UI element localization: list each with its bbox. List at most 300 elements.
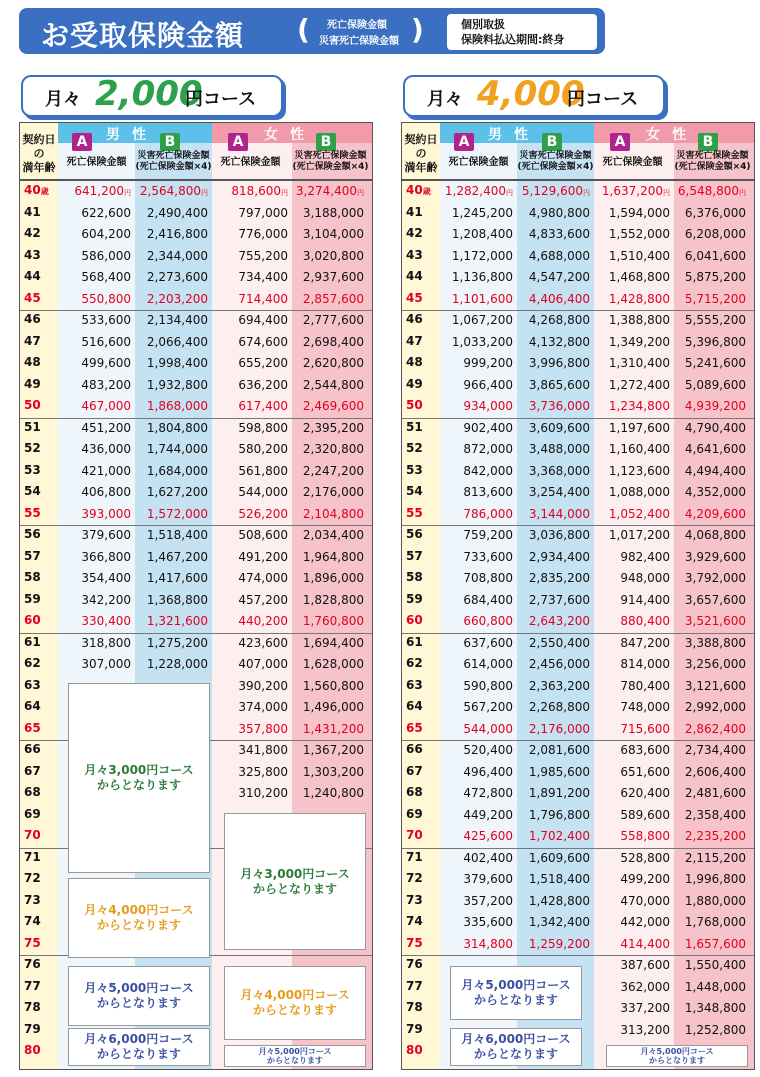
amount-cell: 436,000 — [81, 442, 131, 456]
amount-cell: 325,800 — [238, 764, 288, 779]
amount-cell: 1,259,200 — [528, 936, 590, 951]
amount-cell: 2,544,800 — [302, 377, 364, 392]
amount-cell: 496,400 — [463, 764, 513, 779]
table-row — [20, 547, 372, 569]
age-cell: 40歳 — [406, 183, 431, 197]
amount-cell: 313,200 — [620, 1022, 670, 1037]
amount-cell: 2,835,200 — [528, 571, 590, 585]
amount-cell: 776,000 — [238, 227, 288, 241]
age-cell: 60 — [406, 613, 423, 627]
age-cell: 72 — [24, 871, 41, 885]
age-cell: 51 — [24, 419, 41, 434]
course-pre: 月々 — [427, 89, 463, 110]
payment-note — [447, 14, 597, 50]
age-cell: 58 — [406, 570, 423, 584]
amount-cell: 3,736,000 — [528, 399, 590, 413]
table-row — [20, 504, 372, 526]
amount-cell: 1,518,400 — [146, 528, 208, 542]
amount-cell: 2,235,200 — [684, 829, 746, 843]
amount-cell: 614,000 — [463, 657, 513, 671]
benefit-table-4000 — [401, 122, 755, 1070]
age-header: 契約日 の 満年齢 — [22, 133, 56, 174]
amount-cell: 1,197,600 — [608, 420, 670, 435]
age-cell: 47 — [24, 333, 41, 348]
table-row — [402, 353, 754, 375]
amount-cell: 379,600 — [81, 528, 131, 542]
amount-cell: 2,469,600 — [302, 399, 364, 413]
age-cell: 49 — [24, 376, 41, 391]
amount-cell: 414,400 — [620, 936, 670, 951]
table-row — [20, 181, 372, 203]
amount-cell: 1,768,000 — [684, 915, 746, 929]
amount-cell: 1,245,200 — [451, 205, 513, 220]
amount-cell: 2,066,400 — [146, 334, 208, 349]
age-cell: 79 — [24, 1021, 41, 1036]
amount-cell: 1,880,000 — [684, 893, 746, 908]
age-cell: 48 — [24, 355, 41, 369]
age-cell: 61 — [406, 634, 423, 649]
age-cell: 54 — [406, 484, 423, 498]
amount-cell: 470,000 — [620, 893, 670, 908]
amount-cell: 813,600 — [463, 485, 513, 499]
amount-cell: 2,620,800 — [302, 356, 364, 370]
age-cell: 51 — [406, 419, 423, 434]
amount-cell: 1,796,800 — [528, 807, 590, 822]
table-row — [402, 504, 754, 526]
age-cell: 44 — [24, 269, 41, 283]
amount-cell: 357,800 — [238, 721, 288, 736]
age-cell: 64 — [406, 699, 423, 713]
amount-cell: 4,494,400 — [684, 463, 746, 478]
amount-cell: 3,521,600 — [684, 614, 746, 628]
amount-cell: 2,698,400 — [302, 334, 364, 349]
amount-cell: 1,160,400 — [608, 442, 670, 456]
badge-a: A — [72, 133, 92, 151]
course-notice: 月々3,000円コース からとなります — [68, 683, 210, 873]
course-label-4000 — [403, 75, 665, 117]
amount-cell: 598,800 — [238, 420, 288, 435]
amount-cell: 3,274,400円 — [295, 184, 364, 198]
amount-cell: 2,268,800 — [528, 700, 590, 714]
amount-cell: 641,200円 — [74, 184, 131, 198]
column-header: 死亡保険金額 — [66, 157, 127, 168]
amount-cell: 449,200 — [463, 807, 513, 822]
amount-cell: 1,998,400 — [146, 356, 208, 370]
amount-cell: 1,033,200 — [451, 334, 513, 349]
column-header: 災害死亡保険金額 (死亡保険金額×4) — [517, 151, 594, 172]
table-row — [402, 740, 754, 762]
amount-cell: 1,572,000 — [146, 506, 208, 521]
amount-cell: 4,790,400 — [684, 420, 746, 435]
table-row — [402, 891, 754, 913]
amount-cell: 342,200 — [81, 592, 131, 607]
amount-cell: 1,896,000 — [302, 571, 364, 585]
amount-cell: 1,694,400 — [302, 635, 364, 650]
amount-cell: 589,600 — [620, 807, 670, 822]
amount-cell: 748,000 — [620, 700, 670, 714]
amount-cell: 314,800 — [463, 936, 513, 951]
amount-cell: 1,518,400 — [528, 872, 590, 886]
amount-cell: 1,123,600 — [608, 463, 670, 478]
amount-cell: 620,400 — [620, 786, 670, 800]
table-row — [20, 396, 372, 418]
course-notice: 月々5,000円コース からとなります — [224, 1045, 366, 1067]
amount-cell: 4,641,600 — [684, 442, 746, 456]
amount-cell: 330,400 — [81, 614, 131, 628]
age-cell: 65 — [24, 720, 41, 735]
amount-cell: 2,456,000 — [528, 657, 590, 671]
amount-cell: 6,376,000 — [684, 205, 746, 220]
paren-open: ( — [297, 13, 310, 46]
course-notice: 月々6,000円コース からとなります — [450, 1028, 582, 1066]
table-row — [402, 676, 754, 698]
amount-cell: 1,964,800 — [302, 549, 364, 564]
amount-cell: 1,468,800 — [608, 270, 670, 284]
amount-cell: 2,034,400 — [302, 528, 364, 542]
amount-cell: 1,996,800 — [684, 872, 746, 886]
amount-cell: 1,609,600 — [528, 850, 590, 865]
age-cell: 70 — [406, 828, 423, 842]
age-cell: 56 — [24, 527, 41, 541]
amount-cell: 6,041,600 — [684, 248, 746, 263]
amount-cell: 1,282,400円 — [444, 184, 513, 198]
table-row — [402, 267, 754, 289]
table-row — [402, 289, 754, 311]
age-cell: 50 — [24, 398, 41, 412]
note-line-2: 保険料払込期間:終身 — [461, 33, 565, 46]
table-row — [402, 633, 754, 655]
amount-cell: 4,352,000 — [684, 485, 746, 499]
course-notice: 月々6,000円コース からとなります — [68, 1028, 210, 1066]
table-row — [20, 203, 372, 225]
amount-cell: 3,488,000 — [528, 442, 590, 456]
amount-cell: 526,200 — [238, 506, 288, 521]
amount-cell: 421,000 — [81, 463, 131, 478]
amount-cell: 467,000 — [81, 399, 131, 413]
age-cell: 44 — [406, 269, 423, 283]
amount-cell: 604,200 — [81, 227, 131, 241]
amount-cell: 683,600 — [620, 743, 670, 757]
table-row — [402, 547, 754, 569]
amount-cell: 842,000 — [463, 463, 513, 478]
amount-cell: 622,600 — [81, 205, 131, 220]
amount-cell: 2,937,600 — [302, 270, 364, 284]
amount-cell: 966,400 — [463, 377, 513, 392]
amount-cell: 1,088,000 — [608, 485, 670, 499]
table-row — [20, 224, 372, 246]
column-header: 死亡保険金額 — [602, 157, 663, 168]
amount-cell: 310,200 — [238, 786, 288, 800]
table-row — [20, 439, 372, 461]
amount-cell: 5,396,800 — [684, 334, 746, 349]
age-cell: 53 — [24, 462, 41, 477]
amount-cell: 2,395,200 — [302, 420, 364, 435]
male-label: 男性 — [106, 127, 158, 143]
amount-cell: 3,020,800 — [302, 248, 364, 263]
amount-cell: 636,200 — [238, 377, 288, 392]
amount-cell: 1,310,400 — [608, 356, 670, 370]
amount-cell: 3,256,000 — [684, 657, 746, 671]
amount-cell: 3,121,600 — [684, 678, 746, 693]
amount-cell: 2,358,400 — [684, 807, 746, 822]
amount-cell: 1,550,400 — [684, 958, 746, 972]
amount-cell: 3,929,600 — [684, 549, 746, 564]
amount-cell: 491,200 — [238, 549, 288, 564]
table-row — [20, 353, 372, 375]
amount-cell: 341,800 — [238, 743, 288, 757]
amount-cell: 1,052,400 — [608, 506, 670, 521]
amount-cell: 2,564,800円 — [139, 184, 208, 198]
amount-cell: 337,200 — [620, 1001, 670, 1015]
amount-cell: 3,388,800 — [684, 635, 746, 650]
amount-cell: 561,800 — [238, 463, 288, 478]
amount-cell: 651,600 — [620, 764, 670, 779]
amount-cell: 440,200 — [238, 614, 288, 628]
amount-cell: 847,200 — [620, 635, 670, 650]
course-notice: 月々5,000円コース からとなります — [450, 966, 582, 1020]
title-banner — [19, 8, 605, 54]
amount-cell: 2,104,800 — [302, 506, 364, 521]
amount-cell: 1,985,600 — [528, 764, 590, 779]
course-pre: 月々 — [45, 89, 81, 110]
amount-cell: 1,448,000 — [684, 979, 746, 994]
amount-cell: 1,560,800 — [302, 678, 364, 693]
amount-cell: 533,600 — [81, 313, 131, 327]
amount-cell: 2,992,000 — [684, 700, 746, 714]
amount-cell: 3,144,000 — [528, 506, 590, 521]
table-row — [20, 525, 372, 547]
amount-cell: 1,388,800 — [608, 313, 670, 327]
amount-cell: 948,000 — [620, 571, 670, 585]
amount-cell: 1,228,000 — [146, 657, 208, 671]
amount-cell: 5,241,600 — [684, 356, 746, 370]
amount-cell: 2,737,600 — [528, 592, 590, 607]
amount-cell: 2,081,600 — [528, 743, 590, 757]
age-cell: 59 — [406, 591, 423, 606]
amount-cell: 6,208,000 — [684, 227, 746, 241]
amount-cell: 674,600 — [238, 334, 288, 349]
table-row — [402, 934, 754, 956]
age-cell: 43 — [24, 247, 41, 262]
amount-cell: 4,132,800 — [528, 334, 590, 349]
amount-cell: 1,303,200 — [302, 764, 364, 779]
table-row — [20, 461, 372, 483]
table-row — [20, 289, 372, 311]
amount-cell: 1,321,600 — [146, 614, 208, 628]
amount-cell: 590,800 — [463, 678, 513, 693]
table-row — [20, 332, 372, 354]
table-row — [402, 611, 754, 633]
female-label: 女性 — [646, 127, 698, 143]
amount-cell: 2,203,200 — [146, 291, 208, 306]
age-cell: 79 — [406, 1021, 423, 1036]
table-row — [402, 912, 754, 934]
table-row — [20, 418, 372, 440]
amount-cell: 684,400 — [463, 592, 513, 607]
amount-cell: 374,000 — [238, 700, 288, 714]
age-cell: 77 — [406, 978, 423, 993]
amount-cell: 4,980,800 — [528, 205, 590, 220]
amount-cell: 390,200 — [238, 678, 288, 693]
age-cell: 73 — [406, 892, 423, 907]
amount-cell: 914,400 — [620, 592, 670, 607]
age-cell: 78 — [24, 1000, 41, 1014]
table-row — [402, 654, 754, 676]
table-row — [402, 783, 754, 805]
amount-cell: 5,129,600円 — [521, 184, 590, 198]
amount-cell: 2,481,600 — [684, 786, 746, 800]
age-cell: 41 — [406, 204, 423, 219]
age-cell: 65 — [406, 720, 423, 735]
amount-cell: 1,891,200 — [528, 786, 590, 800]
benefit-table-2000 — [19, 122, 373, 1070]
amount-cell: 1,348,800 — [684, 1001, 746, 1015]
amount-cell: 1,208,400 — [451, 227, 513, 241]
amount-cell: 550,800 — [81, 291, 131, 306]
amount-cell: 637,600 — [463, 635, 513, 650]
amount-cell: 1,240,800 — [302, 786, 364, 800]
amount-cell: 2,344,000 — [146, 248, 208, 263]
amount-cell: 393,000 — [81, 506, 131, 521]
course-post: 円コース — [185, 89, 257, 110]
amount-cell: 1,067,200 — [451, 313, 513, 327]
amount-cell: 1,628,000 — [302, 657, 364, 671]
table-row — [402, 396, 754, 418]
amount-cell: 402,400 — [463, 850, 513, 865]
amount-cell: 3,368,000 — [528, 463, 590, 478]
age-cell: 46 — [24, 312, 41, 326]
amount-cell: 423,600 — [238, 635, 288, 650]
amount-cell: 335,600 — [463, 915, 513, 929]
female-label: 女性 — [264, 127, 316, 143]
table-row — [402, 869, 754, 891]
age-cell: 68 — [24, 785, 41, 799]
table-row — [402, 482, 754, 504]
table-row — [402, 375, 754, 397]
age-cell: 67 — [24, 763, 41, 778]
table-row — [402, 525, 754, 547]
amount-cell: 786,000 — [463, 506, 513, 521]
amount-cell: 567,200 — [463, 700, 513, 714]
amount-cell: 406,800 — [81, 485, 131, 499]
amount-cell: 2,176,000 — [302, 485, 364, 499]
amount-cell: 934,000 — [463, 399, 513, 413]
amount-cell: 902,400 — [463, 420, 513, 435]
amount-cell: 6,548,800円 — [677, 184, 746, 198]
title-sub-accident: 災害死亡保険金額 — [319, 36, 399, 47]
age-cell: 72 — [406, 871, 423, 885]
amount-cell: 362,000 — [620, 979, 670, 994]
amount-cell: 1,510,400 — [608, 248, 670, 263]
amount-cell: 1,702,400 — [528, 829, 590, 843]
course-amount: 2,000 — [95, 74, 203, 114]
amount-cell: 474,000 — [238, 571, 288, 585]
amount-cell: 1,252,800 — [684, 1022, 746, 1037]
age-cell: 45 — [406, 290, 423, 305]
amount-cell: 2,176,000 — [528, 721, 590, 736]
table-row — [20, 310, 372, 332]
amount-cell: 1,627,200 — [146, 485, 208, 499]
age-cell: 76 — [24, 957, 41, 971]
table-row — [20, 267, 372, 289]
amount-cell: 2,643,200 — [528, 614, 590, 628]
table-row — [402, 697, 754, 719]
amount-cell: 2,490,400 — [146, 205, 208, 220]
amount-cell: 734,400 — [238, 270, 288, 284]
table-row — [20, 611, 372, 633]
column-header: 災害死亡保険金額 (死亡保険金額×4) — [292, 151, 369, 172]
amount-cell: 2,606,400 — [684, 764, 746, 779]
badge-a: A — [454, 133, 474, 151]
amount-cell: 755,200 — [238, 248, 288, 263]
amount-cell: 1,367,200 — [302, 743, 364, 757]
course-notice: 月々5,000円コース からとなります — [606, 1045, 748, 1067]
badge-b: B — [698, 133, 718, 151]
amount-cell: 2,363,200 — [528, 678, 590, 693]
amount-cell: 1,467,200 — [146, 549, 208, 564]
age-cell: 42 — [24, 226, 41, 240]
course-label-2000 — [21, 75, 283, 117]
amount-cell: 580,200 — [238, 442, 288, 456]
amount-cell: 1,428,800 — [528, 893, 590, 908]
age-cell: 58 — [24, 570, 41, 584]
table-row — [402, 461, 754, 483]
amount-cell: 442,000 — [620, 915, 670, 929]
amount-cell: 379,600 — [463, 872, 513, 886]
paren-close: ) — [411, 13, 424, 46]
amount-cell: 1,496,000 — [302, 700, 364, 714]
age-cell: 75 — [24, 935, 41, 950]
amount-cell: 5,089,600 — [684, 377, 746, 392]
amount-cell: 4,268,800 — [528, 313, 590, 327]
amount-cell: 5,555,200 — [684, 313, 746, 327]
amount-cell: 4,688,000 — [528, 248, 590, 263]
table-row — [402, 590, 754, 612]
amount-cell: 4,068,800 — [684, 528, 746, 542]
age-cell: 67 — [406, 763, 423, 778]
amount-cell: 472,800 — [463, 786, 513, 800]
amount-cell: 1,272,400 — [608, 377, 670, 392]
amount-cell: 387,600 — [620, 958, 670, 972]
amount-cell: 982,400 — [620, 549, 670, 564]
amount-cell: 1,594,000 — [608, 205, 670, 220]
age-cell: 71 — [406, 849, 423, 864]
age-cell: 62 — [406, 656, 423, 670]
page-title: お受取保険金額 — [41, 19, 245, 52]
male-label: 男性 — [488, 127, 540, 143]
table-row — [20, 246, 372, 268]
age-cell: 75 — [406, 935, 423, 950]
amount-cell: 5,715,200 — [684, 291, 746, 306]
age-header: 契約日 の 満年齢 — [404, 133, 438, 174]
amount-cell: 3,609,600 — [528, 420, 590, 435]
amount-cell: 1,342,400 — [528, 915, 590, 929]
amount-cell: 3,104,000 — [302, 227, 364, 241]
age-cell: 41 — [24, 204, 41, 219]
age-cell: 50 — [406, 398, 423, 412]
age-cell: 74 — [24, 914, 41, 928]
amount-cell: 655,200 — [238, 356, 288, 370]
amount-cell: 880,400 — [620, 614, 670, 628]
course-post: 円コース — [567, 89, 639, 110]
age-cell: 73 — [24, 892, 41, 907]
amount-cell: 3,188,000 — [302, 205, 364, 220]
amount-cell: 715,600 — [620, 721, 670, 736]
amount-cell: 1,172,000 — [451, 248, 513, 263]
age-cell: 40歳 — [24, 183, 49, 197]
table-row — [402, 418, 754, 440]
amount-cell: 451,200 — [81, 420, 131, 435]
